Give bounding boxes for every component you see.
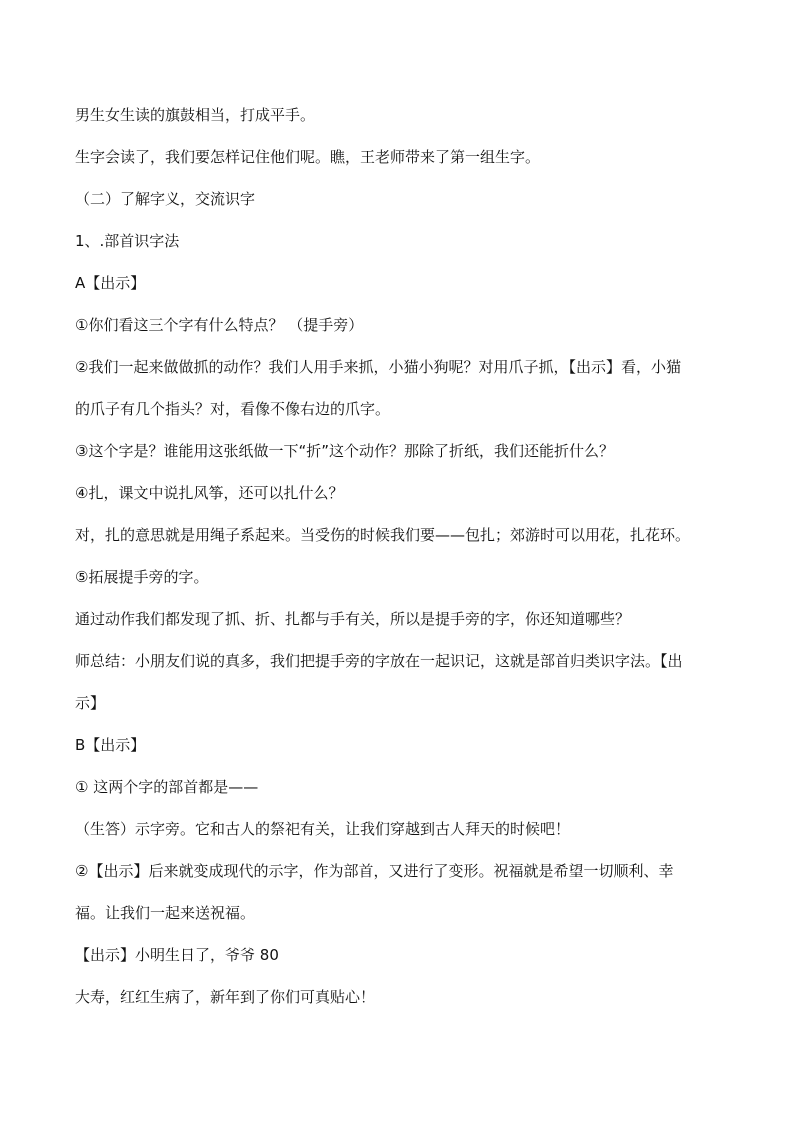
item-2-block	[75, 356, 735, 421]
item-1: ①你们看这三个字有什么特点？ （提手旁）	[75, 316, 364, 334]
explanation: 对，扎的意思就是用绳子系起来。当受伤的时候我们要——包扎；郊游时可以用花，扎花环。	[75, 526, 691, 544]
b-item-2-line-2: 福。让我们一起来送祝福。	[75, 904, 256, 922]
item-2-line-1: ②我们一起来做做抓的动作？我们人用手来抓，小猫小狗呢？对用爪子抓，【出示】看，小猫	[75, 358, 681, 376]
teacher-summary-line-1: 师总结：小朋友们说的真多，我们把提手旁的字放在一起识记，这就是部首归类识字法。【出	[75, 652, 683, 670]
paragraph-1: 男生女生读的旗鼓相当，打成平手。	[75, 106, 316, 124]
b-item-1: ① 这两个字的部首都是——	[75, 778, 259, 796]
section-heading: （二）了解字义，交流识字	[75, 190, 256, 208]
item-3: ③这个字是？谁能用这张纸做一下“折”这个动作？那除了折纸，我们还能折什么？	[75, 442, 614, 460]
document-body	[75, 104, 735, 1028]
paragraph-2: 生字会读了，我们要怎样记住他们呢。瞧，王老师带来了第一组生字。	[75, 148, 541, 166]
subsection-heading: 1、.部首识字法	[75, 232, 180, 250]
show-line: 【出示】小明生日了，爷爷 80	[75, 946, 279, 964]
summary-question: 通过动作我们都发现了抓、折、扎都与手有关，所以是提手旁的字，你还知道哪些？	[75, 610, 631, 628]
b-item-2-line-1: ②【出示】后来就变成现代的示字，作为部首，又进行了变形。祝福就是希望一切顺利、幸	[75, 862, 674, 880]
label-b: B【出示】	[75, 736, 146, 754]
student-answer: （生答）示字旁。它和古人的祭祀有关，让我们穿越到古人拜天的时候吧！	[75, 820, 571, 838]
teacher-summary-line-2: 示】	[75, 694, 106, 712]
closing-line: 大寿，红红生病了，新年到了你们可真贴心！	[75, 988, 376, 1006]
label-a: A【出示】	[75, 274, 146, 292]
teacher-summary-block	[75, 650, 735, 715]
b-item-2-block	[75, 860, 735, 925]
item-2-line-2: 的爪子有几个指头？对，看像不像右边的爪字。	[75, 400, 391, 418]
item-5: ⑤拓展提手旁的字。	[75, 568, 209, 586]
item-4: ④扎，课文中说扎风筝，还可以扎什么？	[75, 484, 344, 502]
